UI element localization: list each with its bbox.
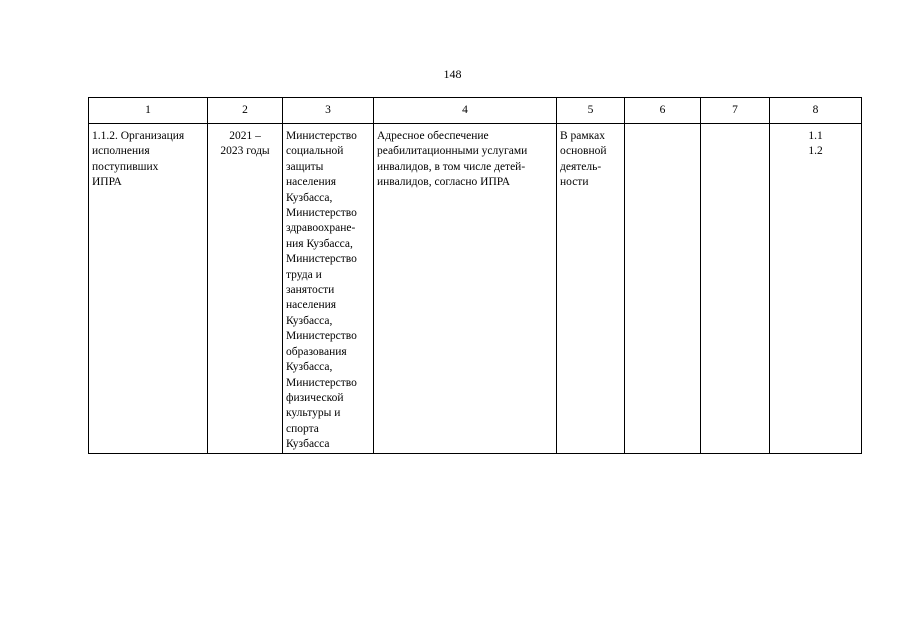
cell-text-line: 1.1 [808,130,823,142]
header-cell-8: 8 [770,98,862,124]
cell-text-line: Кузбасса [286,438,330,451]
header-cell-2: 2 [208,98,283,124]
cell-text-line: исполнения [92,145,150,158]
cell-text-line: труда и [286,268,322,281]
cell-text-line: 1.2 [808,145,823,158]
cell-text-line: социальной [286,145,344,158]
cell-text-line: Министерство [286,207,357,220]
cell-text-line: основной [560,145,607,158]
cell-text-line: реабилитационными услугами [377,145,528,158]
cell-text-line: 2023 годы [220,145,270,158]
header-cell-7: 7 [701,98,770,124]
cell-text-line: Адресное обеспечение [377,130,489,142]
cell-text-line: ИПРА [92,176,122,189]
cell-text-line: спорта [286,422,319,435]
header-cell-6: 6 [625,98,701,124]
funding-cell [557,124,625,454]
cell-text-line: занятости [286,284,335,297]
empty-cell-7 [701,124,770,454]
indicator-cell [770,124,862,454]
cell-text-line: физической [286,391,344,404]
cell-text-line: ности [560,176,589,189]
cell-text-line: Кузбасса, [286,191,333,204]
cell-text-line: Кузбасса, [286,361,333,374]
period-cell [208,124,283,454]
program-table [88,97,862,454]
cell-text-line: Министерство [286,130,357,142]
header-cell-4: 4 [374,98,557,124]
cell-text-line: населения [286,176,337,189]
cell-text-line: 1.1.2. Организация [92,130,185,142]
cell-text-line: ния Кузбасса, [286,237,353,250]
cell-text-line: инвалидов, в том числе детей- [377,160,526,173]
cell-text-line: Кузбасса, [286,314,333,327]
cell-text-line: Министерство [286,376,357,389]
cell-text-line: В рамках [560,130,605,142]
page-number: 148 [443,67,462,81]
cell-text-line: деятель- [560,160,602,173]
empty-cell-6 [625,124,701,454]
activity-cell [89,124,208,454]
result-cell [374,124,557,454]
table-header-row [89,98,862,124]
cell-text-line: 2021 – [229,130,261,142]
cell-text-line: инвалидов, согласно ИПРА [377,176,511,189]
header-cell-3: 3 [283,98,374,124]
cell-text-line: поступивших [92,160,159,173]
table-row [89,124,862,454]
cell-text-line: населения [286,299,337,312]
cell-text-line: здравоохране- [286,222,356,235]
cell-text-line: Министерство [286,330,357,343]
cell-text-line: образования [286,345,347,358]
header-cell-5: 5 [557,98,625,124]
cell-text-line: культуры и [286,407,341,420]
cell-text-line: Министерство [286,253,357,266]
executors-cell [283,124,374,454]
header-cell-1: 1 [89,98,208,124]
cell-text-line: защиты [286,160,324,173]
